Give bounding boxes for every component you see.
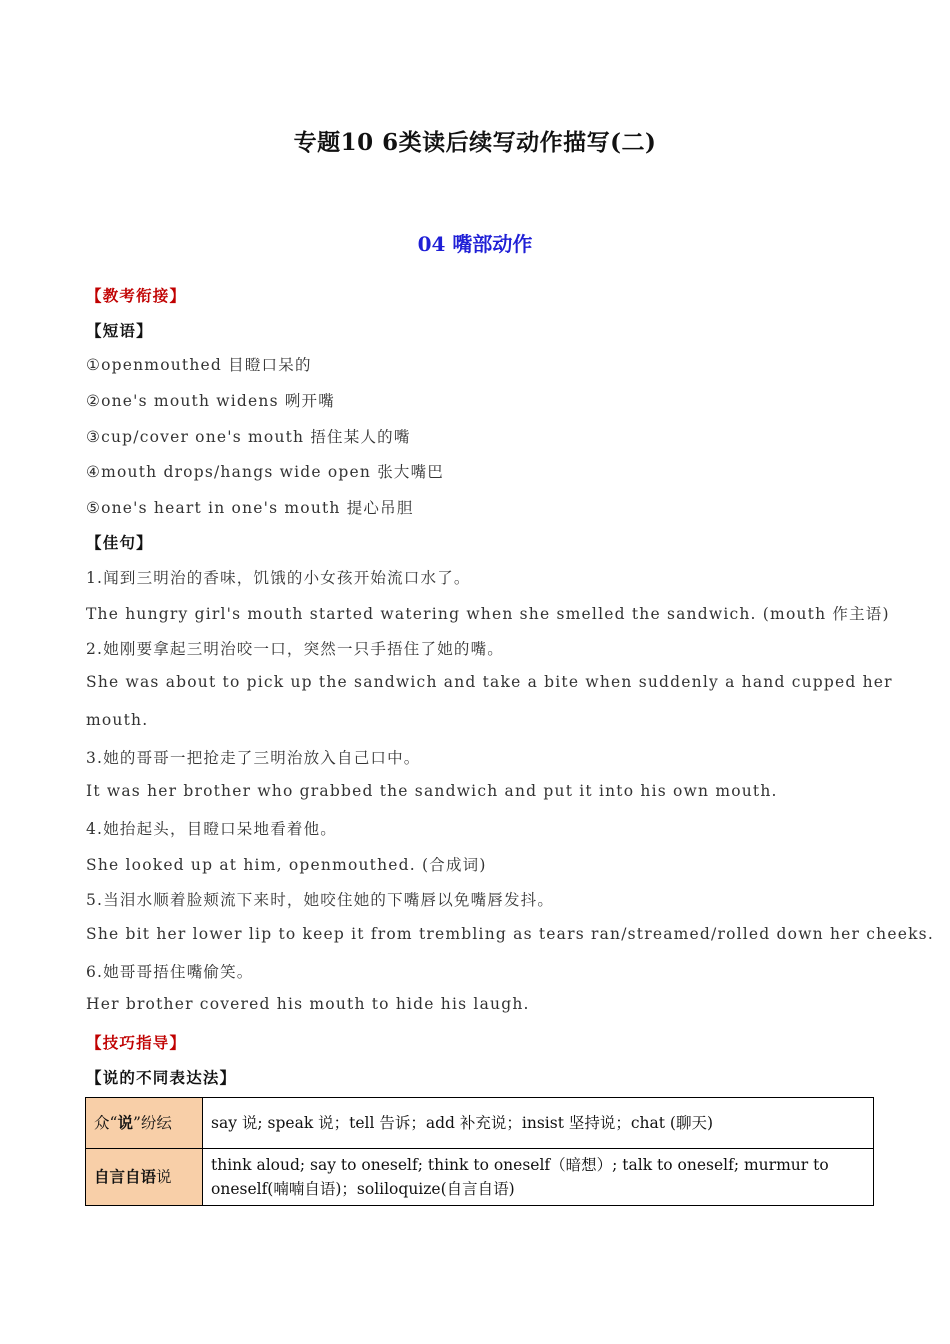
table-row — [86, 1098, 874, 1149]
sentence-en: She was about to pick up the sandwich and take a bite when suddenly a hand cupped her — [86, 673, 893, 691]
sentence-cn: 2.她刚要拿起三明治咬一口，突然一只手捂住了她的嘴。 — [86, 640, 504, 658]
say-expressions-table — [85, 1097, 874, 1206]
phrase-item: ②one's mouth widens 咧开嘴 — [86, 392, 335, 410]
sentence-en: She bit her lower lip to keep it from trembling as tears ran/streamed/rolled down her cheeks. — [86, 925, 934, 943]
label-jiaokao: 【教考衔接】 — [86, 286, 187, 305]
sentence-cn: 1.闻到三明治的香味，饥饿的小女孩开始流口水了。 — [86, 569, 471, 587]
table-row-header: 自言自语说 — [86, 1149, 203, 1206]
label-tips: 【技巧指导】 — [86, 1033, 187, 1052]
sentence-en: Her brother covered his mouth to hide his laugh. — [86, 995, 530, 1013]
sentence-en: The hungry girl's mouth started watering when she smelled the sandwich. (mouth 作主语) — [86, 605, 890, 623]
sentence-cn: 6.她哥哥捂住嘴偷笑。 — [86, 963, 254, 981]
sentence-cn: 3.她的哥哥一把抢走了三明治放入自己口中。 — [86, 749, 421, 767]
phrase-item: ⑤one's heart in one's mouth 提心吊胆 — [86, 499, 414, 517]
sentence-cn: 5.当泪水顺着脸颊流下来时，她咬住她的下嘴唇以免嘴唇发抖。 — [86, 891, 555, 909]
table-cell: say 说; speak 说；tell 告诉；add 补充说；insist 坚持说；chat (聊天) — [203, 1098, 874, 1149]
label-say-expressions: 【说的不同表达法】 — [86, 1068, 237, 1087]
phrase-item: ③cup/cover one's mouth 捂住某人的嘴 — [86, 428, 411, 446]
phrase-item: ①openmouthed 目瞪口呆的 — [86, 356, 312, 374]
label-sentences: 【佳句】 — [86, 533, 153, 552]
table-row — [86, 1149, 874, 1206]
page-title: 专题10 6类读后续写动作描写(二) — [293, 129, 657, 156]
table-row-header: 众“说”纷纭 — [86, 1098, 203, 1149]
phrase-item: ④mouth drops/hangs wide open 张大嘴巴 — [86, 463, 445, 481]
sentence-cn: 4.她抬起头，目瞪口呆地看着他。 — [86, 820, 337, 838]
table-cell: think aloud; say to oneself; think to oneself（暗想）; talk to oneself; murmur to oneself(喃喃自语)；soliloquize(自言自语) — [203, 1149, 874, 1206]
label-phrases: 【短语】 — [86, 321, 153, 340]
sentence-en: It was her brother who grabbed the sandwich and put it into his own mouth. — [86, 782, 778, 800]
sentence-en-cont: mouth. — [86, 711, 149, 729]
sentence-en: She looked up at him, openmouthed. (合成词) — [86, 856, 487, 874]
section-heading: 04 嘴部动作 — [417, 232, 533, 256]
